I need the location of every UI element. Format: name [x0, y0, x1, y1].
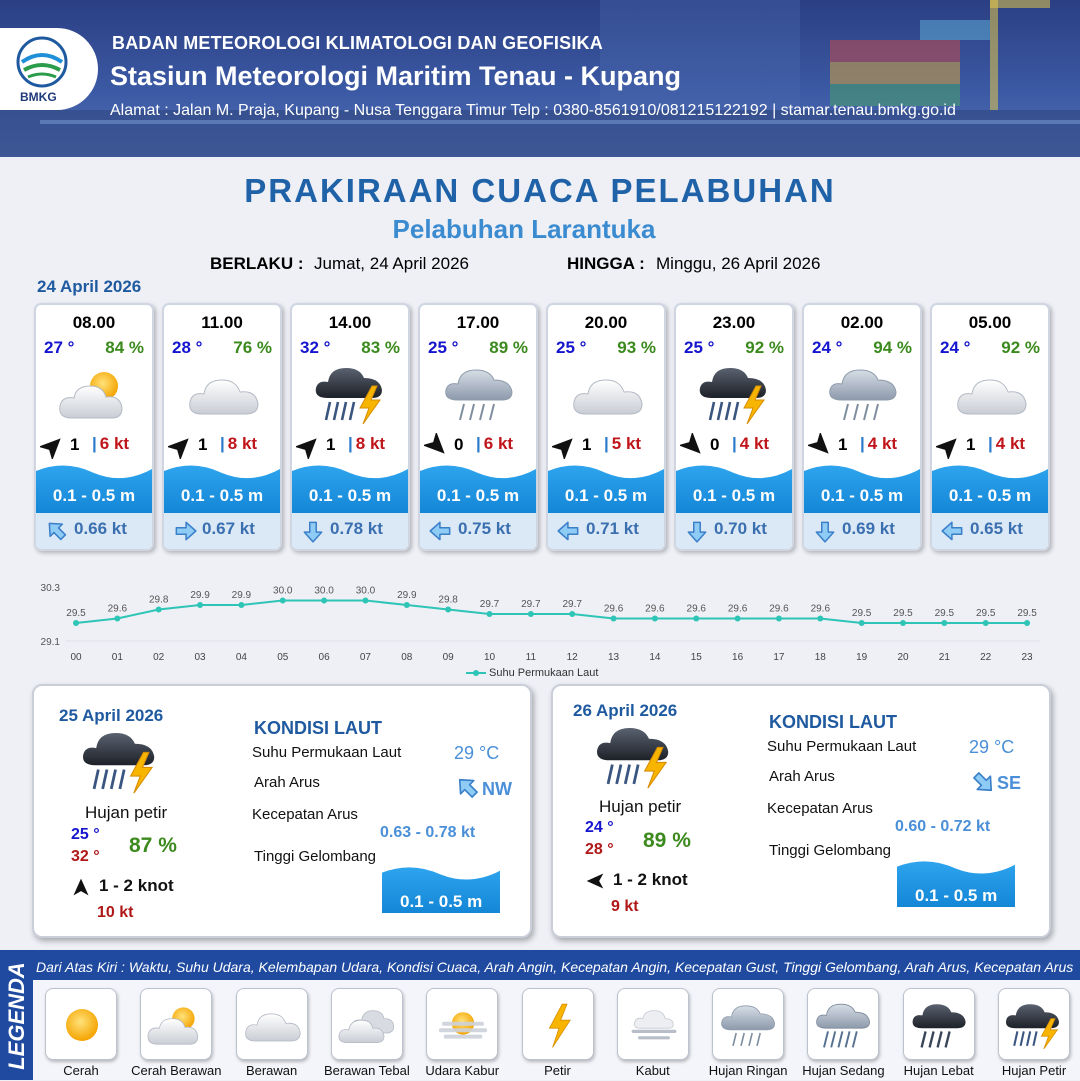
- legend-label: Udara Kabur: [425, 1063, 500, 1078]
- current-direction: [940, 518, 966, 544]
- x-tick-label: 12: [566, 652, 578, 663]
- legend-tile: [998, 988, 1070, 1060]
- sst-data-label: 29.8: [148, 594, 169, 606]
- current-arrow-icon: [556, 518, 582, 544]
- forecast-time: 11.00: [201, 313, 243, 332]
- x-tick-label: 01: [111, 652, 123, 663]
- gust-speed: 4 kt: [995, 434, 1026, 453]
- wave-height: 0.1 - 0.5 m: [180, 486, 264, 505]
- sst-data-label: 29.5: [851, 608, 872, 619]
- sst-data-label: 29.9: [231, 590, 252, 601]
- legend-label: Petir: [544, 1063, 571, 1078]
- x-tick-label: 19: [856, 652, 868, 663]
- legend-tile: [617, 988, 689, 1060]
- current-arrow-icon: [300, 518, 326, 544]
- day-condition: Hujan petir: [599, 797, 682, 816]
- sea-condition-title: KONDISI LAUT: [254, 718, 382, 738]
- sst-data-label: 29.5: [1017, 608, 1037, 619]
- x-tick-label: 21: [938, 652, 950, 663]
- sst-point: [280, 598, 286, 604]
- x-tick-label: 22: [980, 652, 992, 663]
- current-arrow-icon: [940, 518, 966, 544]
- x-tick-label: 11: [525, 652, 537, 663]
- logo-text: BMKG: [20, 90, 57, 104]
- wind-direction: [680, 433, 706, 459]
- sst-data-label: 30.0: [355, 585, 376, 597]
- day-condition: Hujan petir: [85, 803, 168, 822]
- sst-value: 29 °C: [969, 737, 1015, 757]
- wave-height: 0.1 - 0.5 m: [308, 486, 392, 505]
- current-speed: 0.67 kt: [202, 519, 255, 538]
- x-tick-label: 09: [442, 652, 454, 663]
- sst-data-label: 29.7: [521, 599, 541, 610]
- current-direction: [428, 518, 454, 544]
- air-temperature: 25 °: [556, 338, 587, 357]
- sst-point: [362, 598, 368, 604]
- sst-point: [321, 598, 327, 604]
- legend-tile: [140, 988, 212, 1060]
- cerah-berawan-icon: [56, 361, 136, 427]
- berawan-icon: [241, 999, 305, 1051]
- sst-point: [1024, 620, 1030, 626]
- humidity: 84 %: [105, 338, 144, 357]
- forecast-card: [418, 303, 538, 551]
- x-tick-label: 14: [649, 652, 661, 663]
- air-temperature: 25 °: [428, 338, 459, 357]
- humidity: 92 %: [1001, 338, 1040, 357]
- air-temperature: 28 °: [172, 338, 203, 357]
- gust-speed-wrap: [220, 434, 257, 454]
- x-tick-label: 20: [897, 652, 909, 663]
- air-temperature: 27 °: [44, 338, 75, 357]
- valid-from-value: Jumat, 24 April 2026: [314, 254, 469, 273]
- legend-label: Kabut: [635, 1063, 670, 1078]
- y-tick-label: 30.3: [40, 583, 60, 594]
- sst-data-label: 30.0: [314, 585, 334, 597]
- current-speed: 0.65 kt: [970, 519, 1023, 538]
- current-speed: 0.66 kt: [74, 519, 127, 538]
- forecast-card: [290, 303, 410, 551]
- separator: |: [476, 434, 481, 453]
- x-tick-label: 02: [153, 652, 165, 663]
- x-tick-label: 15: [690, 652, 702, 663]
- berawan-icon: [568, 361, 648, 427]
- sst-point: [735, 616, 741, 622]
- wave-height: 0.1 - 0.5 m: [948, 486, 1032, 505]
- sst-point: [776, 616, 782, 622]
- legend-tile: [712, 988, 784, 1060]
- wind-arrow-icon: [552, 433, 578, 459]
- udara-kabur-icon: [431, 999, 495, 1051]
- day-gust-speed: 9 kt: [611, 898, 639, 915]
- separator: |: [92, 434, 97, 453]
- day-date: 25 April 2026: [59, 706, 164, 725]
- day-wind-direction: [71, 877, 91, 902]
- wind-arrow-icon: [680, 433, 706, 459]
- current-speed-label: Kecepatan Arus: [767, 800, 873, 817]
- legend-tile: [807, 988, 879, 1060]
- weather-icon-wrap: [56, 361, 136, 427]
- wind-direction: [40, 433, 66, 459]
- air-temperature: 32 °: [300, 338, 331, 357]
- humidity: 89 %: [489, 338, 528, 357]
- separator: |: [988, 434, 993, 453]
- day-current-direction: [969, 768, 997, 801]
- wind-direction: [168, 433, 194, 459]
- chart-legend-marker: [466, 667, 486, 679]
- sst-point: [611, 616, 617, 622]
- humidity: 76 %: [233, 338, 272, 357]
- x-tick-label: 18: [814, 652, 826, 663]
- separator: |: [220, 434, 225, 453]
- current-dir-value: SE: [997, 773, 1022, 793]
- current-arrow-icon: [454, 774, 482, 802]
- air-temperature: 24 °: [812, 338, 843, 357]
- x-tick-label: 05: [277, 652, 289, 663]
- current-speed: 0.71 kt: [586, 519, 639, 538]
- valid-to-label: HINGGA :: [567, 254, 645, 273]
- day-humidity: 87 %: [129, 834, 177, 857]
- gust-speed: 6 kt: [99, 434, 130, 453]
- kabut-icon: [622, 999, 686, 1051]
- hujan-petir-icon: [1003, 999, 1067, 1051]
- wind-arrow-icon: [424, 433, 450, 459]
- forecast-time: 14.00: [328, 313, 372, 332]
- valid-from-label: BERLAKU :: [210, 254, 304, 273]
- gust-speed-wrap: [348, 434, 385, 454]
- current-direction: [300, 518, 326, 544]
- day-wind-speed: 1 - 2 knot: [613, 870, 688, 889]
- humidity: 92 %: [745, 338, 784, 357]
- legend-tile: [236, 988, 308, 1060]
- separator: |: [348, 434, 353, 453]
- current-speed-value: 0.60 - 0.72 kt: [895, 818, 991, 835]
- current-speed: 0.69 kt: [842, 519, 895, 538]
- wind-direction: [552, 433, 578, 459]
- wave-height: 0.1 - 0.5 m: [820, 486, 904, 505]
- humidity: 94 %: [873, 338, 912, 357]
- current-speed: 0.70 kt: [714, 519, 767, 538]
- gust-speed: 8 kt: [355, 434, 386, 453]
- sst-data-label: 29.9: [190, 590, 210, 601]
- gust-speed-wrap: [988, 434, 1025, 454]
- sst-data-label: 29.7: [479, 599, 500, 610]
- x-tick-label: 17: [773, 652, 785, 663]
- gust-speed: 4 kt: [867, 434, 898, 453]
- current-arrow-icon: [684, 518, 710, 544]
- wind-speed: 1: [966, 435, 976, 454]
- x-tick-label: 00: [70, 652, 82, 663]
- wind-arrow-icon: [168, 433, 194, 459]
- day-temp-min: 24 °: [585, 819, 614, 836]
- current-speed: 0.75 kt: [458, 519, 511, 538]
- wind-direction: [296, 433, 322, 459]
- wave-height: 0.1 - 0.5 m: [436, 486, 520, 505]
- sst-data-label: 29.5: [975, 608, 996, 619]
- bmkg-logo: [0, 28, 98, 110]
- wave-label: Tinggi Gelombang: [769, 842, 892, 859]
- day-temp-max: 32 °: [71, 848, 100, 865]
- current-direction: [812, 518, 838, 544]
- sst-label: Suhu Permukaan Laut: [767, 738, 917, 755]
- legend-label: Hujan Lebat: [903, 1063, 974, 1078]
- hujan-petir-icon: [593, 721, 679, 791]
- legend-description: Dari Atas Kiri : Waktu, Suhu Udara, Kelembapan Udara, Kondisi Cuaca, Arah Angin, Kecepatan Angin, Kecepatan Gust, Tinggi Gelombang, Arah Arus, Kecepatan Arus: [36, 959, 1074, 975]
- weather-icon-wrap: [312, 361, 392, 427]
- wave-height: 0.1 - 0.5 m: [692, 486, 776, 505]
- forecast-time: 08.00: [72, 313, 116, 332]
- sst-point: [569, 611, 575, 617]
- x-tick-label: 16: [732, 652, 744, 663]
- wave-height: 0.1 - 0.5 m: [52, 486, 136, 505]
- hujan-petir-icon: [696, 361, 776, 427]
- sst-data-label: 29.8: [438, 594, 458, 606]
- day-weather-icon-wrap: [79, 726, 165, 801]
- forecast-card: [674, 303, 794, 551]
- legend-label: Cerah Berawan: [131, 1063, 222, 1078]
- day-date: 26 April 2026: [573, 701, 678, 720]
- wind-speed: 1: [70, 435, 80, 454]
- port-name: Pelabuhan Larantuka: [392, 214, 656, 244]
- day1-date: 24 April 2026: [37, 277, 142, 296]
- legend-tile: [45, 988, 117, 1060]
- x-tick-label: 07: [359, 652, 372, 663]
- sst-data-label: 29.9: [397, 590, 417, 601]
- day-temp-max: 28 °: [585, 841, 614, 858]
- wind-speed: 1: [198, 435, 208, 454]
- sst-data-label: 29.5: [893, 608, 913, 619]
- x-tick-label: 23: [1021, 652, 1033, 663]
- hujan-petir-icon: [312, 361, 392, 427]
- wind-arrow-icon: [296, 433, 322, 459]
- sst-point: [817, 616, 823, 622]
- x-tick-label: 10: [483, 652, 496, 663]
- separator: |: [732, 434, 737, 453]
- cerah-icon: [50, 999, 114, 1051]
- cerah-berawan-icon: [145, 999, 209, 1051]
- forecast-time: 05.00: [968, 313, 1012, 332]
- wind-arrow-icon: [936, 433, 962, 459]
- x-tick-label: 08: [401, 652, 413, 663]
- sst-data-label: 29.5: [66, 608, 86, 619]
- current-speed-label: Kecepatan Arus: [252, 806, 358, 823]
- berawan-icon: [184, 361, 264, 427]
- valid-to-value: Minggu, 26 April 2026: [656, 254, 821, 273]
- gust-speed-wrap: [860, 434, 897, 454]
- station-name: Stasiun Meteorologi Maritim Tenau - Kupang: [110, 61, 682, 91]
- forecast-card: [34, 303, 154, 551]
- legend-tile: [522, 988, 594, 1060]
- sst-point: [693, 616, 699, 622]
- forecast-card: [802, 303, 922, 551]
- wave-height-value: 0.1 - 0.5 m: [915, 886, 998, 905]
- wind-speed: 1: [838, 435, 848, 454]
- x-tick-label: 03: [194, 652, 206, 663]
- day-forecast-box: [32, 684, 532, 938]
- current-arrow-icon: [969, 768, 997, 796]
- weather-icon-wrap: [824, 361, 904, 427]
- current-direction: [44, 518, 70, 544]
- current-speed-value: 0.63 - 0.78 kt: [380, 824, 476, 841]
- wind-arrow-icon: [808, 433, 834, 459]
- sst-data-label: 29.6: [645, 603, 665, 615]
- separator: |: [604, 434, 609, 453]
- legend-title: LEGENDA: [4, 962, 29, 1070]
- sst-data-label: 29.6: [769, 603, 789, 615]
- weather-icon-wrap: [952, 361, 1032, 427]
- sst-data-label: 29.6: [810, 603, 831, 615]
- legend-tile: [903, 988, 975, 1060]
- legend-tile: [331, 988, 403, 1060]
- current-arrow-icon: [812, 518, 838, 544]
- wind-arrow-icon: [585, 871, 605, 891]
- gust-speed-wrap: [476, 434, 513, 454]
- current-dir-value: NW: [482, 779, 512, 799]
- day-temp-min: 25 °: [71, 826, 100, 843]
- legend-label: Berawan Tebal: [324, 1063, 410, 1078]
- legend-label: Hujan Petir: [1001, 1063, 1067, 1078]
- day-current-direction: [454, 774, 482, 807]
- sst-point: [983, 620, 989, 626]
- wind-arrow-icon: [71, 877, 91, 897]
- gust-speed-wrap: [604, 434, 641, 454]
- sst-point: [197, 602, 203, 608]
- day-forecast-box: [551, 684, 1051, 938]
- gust-speed: 5 kt: [611, 434, 642, 453]
- sst-data-label: 29.6: [603, 603, 624, 615]
- sst-point: [445, 607, 451, 613]
- sst-point: [528, 611, 534, 617]
- forecast-card: [930, 303, 1050, 551]
- wave-label: Tinggi Gelombang: [254, 848, 377, 865]
- sst-value: 29 °C: [454, 743, 500, 763]
- sst-point: [156, 607, 162, 613]
- wind-speed: 1: [326, 435, 336, 454]
- sst-point: [652, 616, 658, 622]
- current-dir-label: Arah Arus: [769, 768, 835, 785]
- wind-speed: 1: [582, 435, 592, 454]
- weather-icon-wrap: [440, 361, 520, 427]
- air-temperature: 25 °: [684, 338, 715, 357]
- x-tick-label: 13: [607, 652, 620, 663]
- current-dir-label: Arah Arus: [254, 774, 320, 791]
- hujan-lebat-icon: [908, 999, 972, 1051]
- sst-point: [238, 602, 244, 608]
- current-arrow-icon: [428, 518, 454, 544]
- sst-point: [487, 611, 493, 617]
- sst-data-label: 30.0: [273, 585, 293, 597]
- day-wind-direction: [585, 871, 605, 896]
- current-arrow-icon: [172, 518, 198, 544]
- berawan-icon: [952, 361, 1032, 427]
- sst-point: [114, 616, 120, 622]
- forecast-card: [162, 303, 282, 551]
- sst-data-label: 29.7: [562, 599, 582, 610]
- forecast-time: 02.00: [840, 313, 884, 332]
- forecast-time: 23.00: [712, 313, 756, 332]
- y-tick-label: 29.1: [40, 637, 60, 648]
- sst-label: Suhu Permukaan Laut: [252, 744, 402, 761]
- x-tick-label: 04: [235, 652, 247, 663]
- wave-height-value: 0.1 - 0.5 m: [400, 892, 483, 911]
- gust-speed-wrap: [732, 434, 769, 454]
- petir-icon: [527, 999, 591, 1051]
- gust-speed-wrap: [92, 434, 129, 454]
- current-direction: [172, 518, 198, 544]
- air-temperature: 24 °: [940, 338, 971, 357]
- humidity: 83 %: [361, 338, 400, 357]
- wind-direction: [424, 433, 450, 459]
- wind-direction: [936, 433, 962, 459]
- current-direction: [556, 518, 582, 544]
- sst-point: [404, 602, 410, 608]
- current-direction: [684, 518, 710, 544]
- sst-data-label: 29.5: [934, 608, 955, 619]
- weather-icon-wrap: [184, 361, 264, 427]
- sst-data-label: 29.6: [727, 603, 748, 615]
- gust-speed: 4 kt: [739, 434, 770, 453]
- wind-arrow-icon: [40, 433, 66, 459]
- day-wind-speed: 1 - 2 knot: [99, 876, 174, 895]
- sst-point: [941, 620, 947, 626]
- separator: |: [860, 434, 865, 453]
- legend-label: Cerah: [63, 1063, 99, 1078]
- weather-icon-wrap: [568, 361, 648, 427]
- sst-line: [76, 601, 1027, 624]
- wind-speed: 0: [454, 435, 464, 454]
- sst-data-label: 29.6: [107, 603, 128, 615]
- wind-direction: [808, 433, 834, 459]
- humidity: 93 %: [617, 338, 656, 357]
- sst-point: [73, 620, 79, 626]
- legend-label: Berawan: [245, 1063, 298, 1078]
- day-weather-icon-wrap: [593, 721, 679, 796]
- legend-label: Hujan Sedang: [802, 1063, 885, 1078]
- forecast-time: 20.00: [584, 313, 628, 332]
- hujan-sedang-icon: [812, 999, 876, 1051]
- current-arrow-icon: [44, 518, 70, 544]
- gust-speed: 6 kt: [483, 434, 514, 453]
- hujan-ringan-icon: [440, 361, 520, 427]
- page-title: PRAKIRAAN CUACA PELABUHAN: [244, 172, 836, 209]
- station-address: Alamat : Jalan M. Praja, Kupang - Nusa Tenggara Timur Telp : 0380-8561910/081215122192 | stamar.tenau.bmkg.go.id: [110, 102, 956, 119]
- current-speed: 0.78 kt: [330, 519, 383, 538]
- day-humidity: 89 %: [643, 829, 691, 852]
- weather-icon-wrap: [696, 361, 776, 427]
- org-name: BADAN METEOROLOGI KLIMATOLOGI DAN GEOFISIKA: [112, 33, 603, 53]
- sea-condition-title: KONDISI LAUT: [769, 712, 897, 732]
- wave-height: 0.1 - 0.5 m: [564, 486, 648, 505]
- forecast-card: [546, 303, 666, 551]
- forecast-time: 17.00: [456, 313, 500, 332]
- legend-tile: [426, 988, 498, 1060]
- gust-speed: 8 kt: [227, 434, 258, 453]
- legend-label: Hujan Ringan: [708, 1063, 788, 1078]
- berawan-tebal-icon: [336, 999, 400, 1051]
- hujan-ringan-icon: [824, 361, 904, 427]
- sst-data-label: 29.6: [686, 603, 706, 615]
- chart-legend-label: Suhu Permukaan Laut: [489, 667, 599, 679]
- hujan-petir-icon: [79, 726, 165, 796]
- sst-point: [900, 620, 906, 626]
- x-tick-label: 06: [318, 652, 330, 663]
- day-gust-speed: 10 kt: [97, 904, 134, 921]
- wind-speed: 0: [710, 435, 720, 454]
- sst-point: [859, 620, 865, 626]
- hujan-ringan-icon: [717, 999, 781, 1051]
